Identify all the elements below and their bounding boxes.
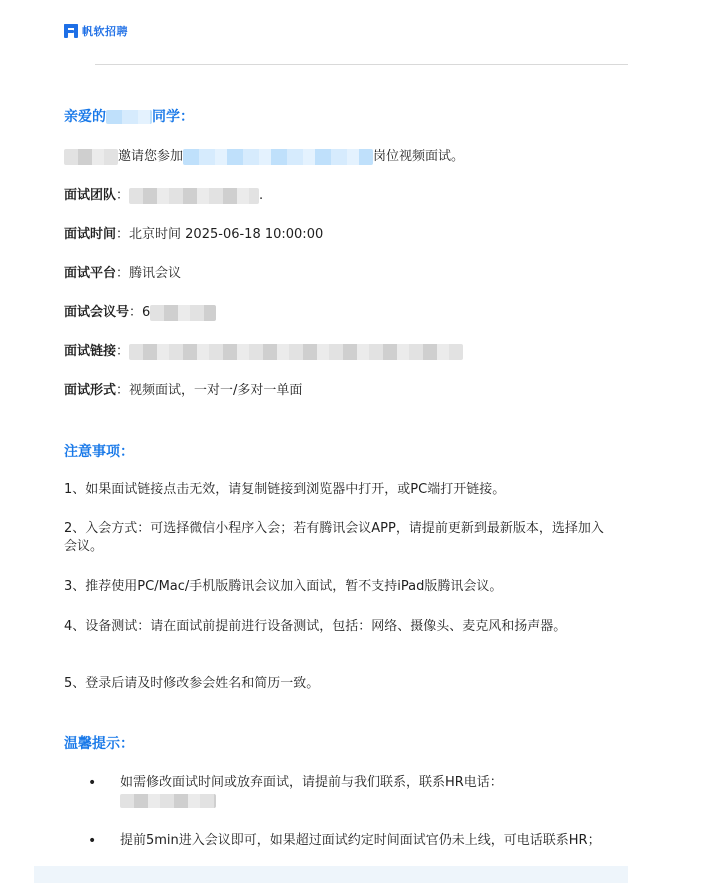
redacted-name: [106, 110, 152, 124]
link-sep: ：: [116, 344, 130, 359]
team-sep: ：: [116, 188, 130, 203]
company-logo: [64, 23, 128, 39]
team-label: 面试团队: [64, 188, 117, 203]
format-value: 视频面试，一对一/多对一单面: [129, 383, 303, 398]
meeting-id-prefix: 6: [142, 305, 151, 320]
bullet-icon: •: [88, 833, 97, 849]
field-team: [64, 187, 263, 205]
platform-sep: ：: [116, 266, 130, 281]
note-item: 2、入会方式：可选择微信小程序入会；若有腾讯会议APP，请提前更新到最新版本，选择加入会议。: [64, 521, 604, 554]
redacted-team: [129, 188, 259, 204]
bottom-highlight-bar: [34, 866, 628, 883]
redacted-meeting-id: [150, 305, 216, 321]
invite-line: [64, 148, 464, 166]
redacted-company: [64, 149, 118, 165]
invite-suffix: 岗位视频面试。: [373, 149, 465, 164]
invite-middle: 邀请您参加: [118, 149, 184, 164]
header-divider: [95, 64, 628, 65]
meeting-id-label: 面试会议号: [64, 305, 130, 320]
tip-item: [88, 774, 640, 810]
note-item: 5、登录后请及时修改参会姓名和简历一致。: [64, 676, 320, 691]
format-label: 面试形式: [64, 383, 117, 398]
note-item: 3、推荐使用PC/Mac/手机版腾讯会议加入面试，暂不支持iPad版腾讯会议。: [64, 579, 503, 594]
greeting: [64, 108, 194, 126]
tip-item: [88, 832, 640, 850]
platform-value: 腾讯会议: [129, 266, 182, 281]
greeting-prefix: 亲爱的: [64, 109, 106, 125]
tip-text: 如需修改面试时间或放弃面试，请提前与我们联系，联系HR电话：: [120, 775, 503, 790]
format-sep: ：: [116, 383, 130, 398]
platform-label: 面试平台: [64, 266, 117, 281]
time-sep: ：: [116, 227, 130, 242]
time-value: 北京时间 2025-06-18 10:00:00: [129, 227, 324, 242]
team-tail: .: [259, 188, 264, 203]
tips-heading: 温馨提示：: [64, 736, 134, 752]
redacted-phone: [120, 794, 216, 808]
meeting-id-sep: ：: [129, 305, 143, 320]
field-time: [64, 226, 323, 244]
fanruan-logo-icon: [64, 24, 78, 38]
notes-heading: 注意事项：: [64, 444, 134, 460]
field-platform: [64, 265, 181, 283]
field-meeting-id: [64, 304, 216, 322]
field-format: [64, 382, 302, 400]
bullet-icon: •: [88, 775, 97, 791]
note-item: 4、设备测试：请在面试前提前进行设备测试，包括：网络、摄像头、麦克风和扬声器。: [64, 619, 567, 634]
link-label: 面试链接: [64, 344, 117, 359]
redacted-meeting-link[interactable]: [129, 344, 463, 360]
time-label: 面试时间: [64, 227, 117, 242]
greeting-suffix: 同学：: [152, 109, 194, 125]
note-item: 1、如果面试链接点击无效，请复制链接到浏览器中打开，或PC端打开链接。: [64, 482, 506, 497]
redacted-position: [183, 149, 373, 165]
field-link: [64, 343, 463, 361]
tip-text: 提前5min进入会议即可，如果超过面试约定时间面试官仍未上线，可电话联系HR；: [120, 833, 601, 848]
logo-text: 帆软招聘: [82, 25, 128, 38]
